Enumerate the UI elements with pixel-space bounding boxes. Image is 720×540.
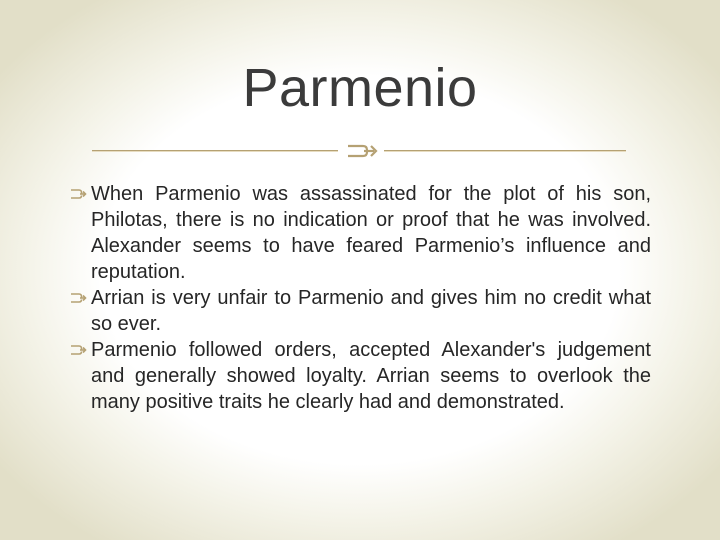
bullet-text: Parmenio followed orders, accepted Alexander's judgement and generally showed loyalty. Arrian seems to overlook the many positive traits he clearly had and demonstrated. <box>91 339 651 413</box>
curved-arrow-bullet-icon <box>70 187 87 201</box>
slide-title: Parmenio <box>242 58 478 118</box>
bullet-item <box>70 337 651 415</box>
bullet-text: Arrian is very unfair to Parmenio and gives him no credit what so ever. <box>91 287 651 335</box>
bullet-text: When Parmenio was assassinated for the plot of his son, Philotas, there is no indication or proof that he was involved. Alexander seems to have feared Parmenio’s influence and reputation. <box>91 183 651 283</box>
bullet-list <box>70 181 651 415</box>
curved-arrow-bullet-icon <box>70 343 87 357</box>
bullet-item <box>70 285 651 337</box>
bullet-item <box>70 181 651 285</box>
curved-arrow-divider-icon <box>344 140 380 162</box>
divider-rule-left <box>92 150 338 152</box>
curved-arrow-bullet-icon <box>70 291 87 305</box>
divider-rule-right <box>384 150 626 152</box>
